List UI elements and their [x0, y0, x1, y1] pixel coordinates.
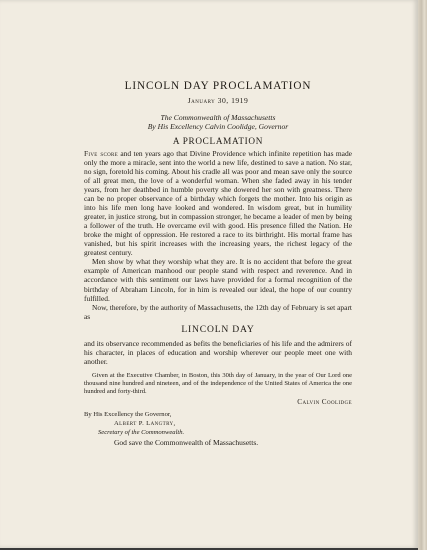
by-governor-line: By His Excellency the Governor,: [84, 410, 172, 418]
paragraph-1: [84, 149, 352, 258]
governor-signature: Calvin Coolidge: [297, 397, 352, 406]
given-at-statement: Given at the Executive Chamber, in Boston, this 30th day of January, in the year of Our Lord one thousand nine hundred and nineteen, and of the independence of the United States of America the one hundred and forty-third.: [84, 371, 352, 396]
attestation-block: [84, 410, 352, 437]
document-title: LINCOLN DAY PROCLAMATION: [124, 80, 312, 92]
commonwealth-line: The Commonwealth of Massachusetts: [160, 113, 276, 122]
paragraph-1-text: and ten years ago that Divine Providence which infinite repetition has made only the more a miracle, sent into the world a new life, destined to save a nation. No star, no sign, foretold his coming. About his cradle all was poor and mean save only the source of all great men, the love of a wonderful woman. When she faded away in his tender years, from her deathbed in humble poverty she dowered her son with greatness. There can be no proper observance of a birthday which forgets the mother. Into his origin as into his life men long have looked and wondered. In wisdom great, but in humility greater, in justice strong, but in compassion stronger, he became a leader of men by being a follower of the truth. He overcame evil with good. His presence filled the Nation. He broke the might of oppression. He restored a race to its birthright. His mortal frame has vanished, but his spirit increases with the increasing years, the richest legacy of the greatest century.: [84, 148, 352, 258]
proclamation-date: January 30, 1919: [187, 96, 249, 105]
secretary-name: Albert P. Langtry,: [114, 419, 176, 427]
paragraph-1-lead: Five score: [84, 148, 118, 158]
lincoln-day-heading: LINCOLN DAY: [181, 323, 255, 335]
closing-line: God save the Commonwealth of Massachusetts.: [114, 437, 259, 447]
paragraph-2: Men show by what they worship what they are. It is no accident that before the great example of American manhood our people stand with respect and reverence. And in accordance with this sentiment our laws have provided for a formal recognition of the birthday of Abraham Lincoln, for in him is revealed our ideal, the hope of our country fulfilled.: [84, 257, 352, 303]
proclamation-body: [84, 80, 352, 448]
secretary-title: Secretary of the Commonwealth.: [98, 428, 185, 436]
governor-line: By His Excellency Calvin Coolidge, Governor: [147, 122, 289, 132]
paragraph-4: and its observance recommended as befits the beneficiaries of his life and the admirers of his character, in places of education and worship wherever our people meet one with another.: [84, 338, 352, 366]
proclamation-heading: A PROCLAMATION: [172, 135, 264, 146]
page-edge: [418, 0, 427, 550]
paragraph-3: Now, therefore, by the authority of Massachusetts, the 12th day of February is set apart as: [84, 302, 352, 321]
